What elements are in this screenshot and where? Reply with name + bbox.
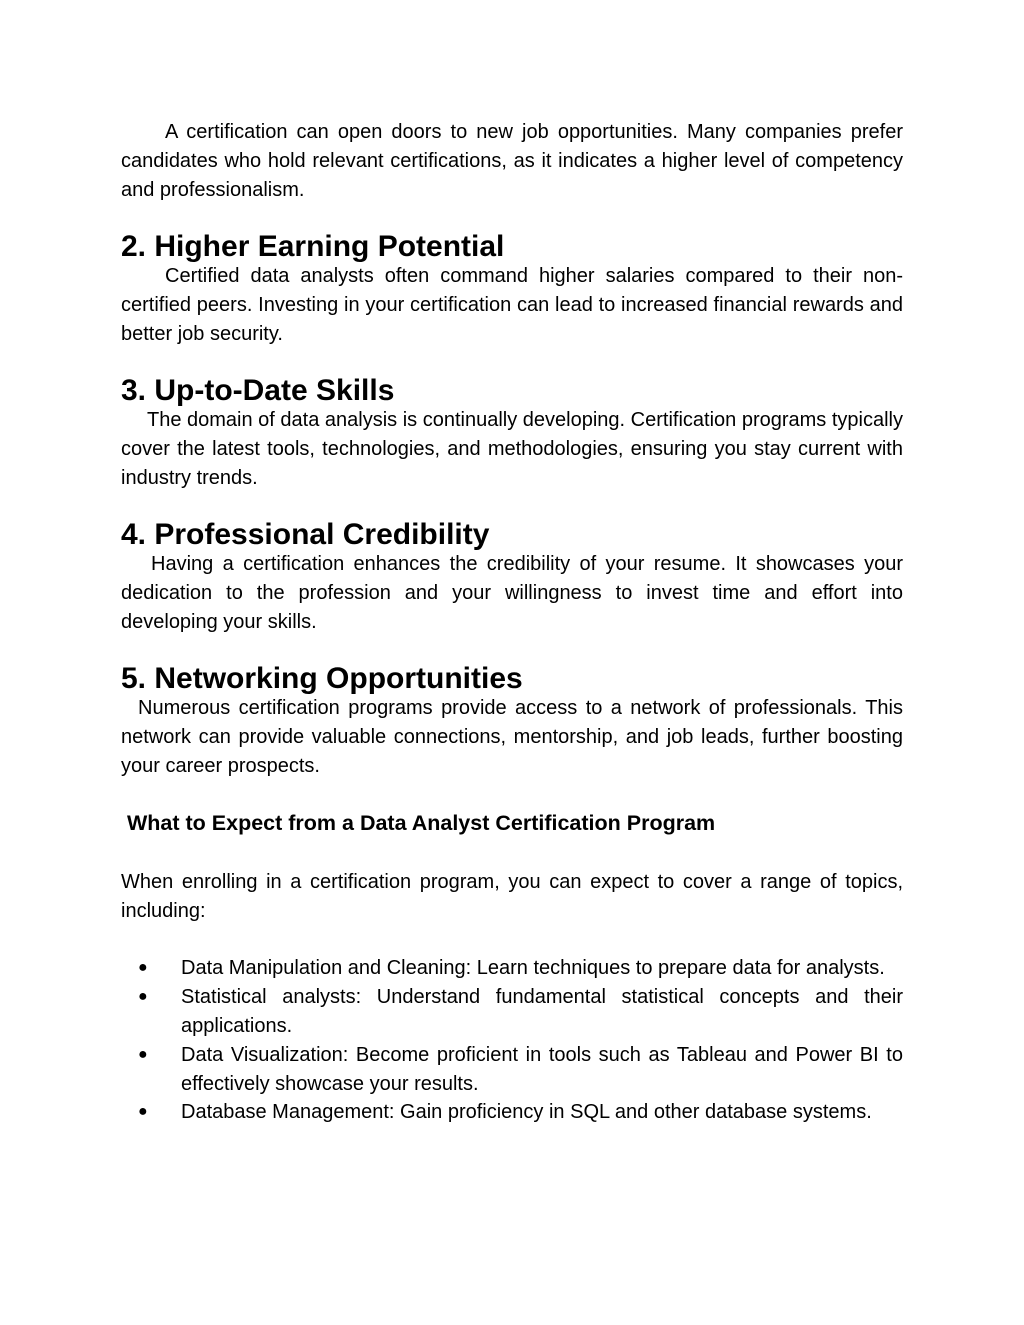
section-heading-credibility: 4. Professional Credibility — [121, 518, 490, 552]
intro-text: A certification can open doors to new job opportunities. Many companies prefer candidates who hold relevant certifications, as it indicates a higher level of competency and professionalism. — [121, 121, 903, 201]
section-body-credibility — [121, 550, 903, 636]
section-body-text: Having a certification enhances the credibility of your resume. It showcases your dedication to the profession and your willingness to invest time and effort into developing your skills. — [121, 552, 903, 633]
bullet-icon: ● — [138, 988, 148, 1006]
topics-list — [121, 954, 903, 1127]
list-item-text: Statistical analysts: Understand fundamental statistical concepts and their applications. — [181, 986, 903, 1037]
section-body-networking — [121, 694, 903, 780]
section-body-text: Certified data analysts often command higher salaries compared to their non-certified peers. Investing in your certification can lead to increased financial rewards and better job security. — [121, 264, 903, 345]
section-body-text: The domain of data analysis is continually developing. Certification programs typically cover the latest tools, technologies, and methodologies, ensuring you stay current with industry trends. — [121, 408, 903, 489]
intro-paragraph — [121, 118, 903, 204]
section-body-skills — [121, 406, 903, 492]
section-heading-skills: 3. Up-to-Date Skills — [121, 374, 395, 408]
list-item-text: Data Visualization: Become proficient in tools such as Tableau and Power BI to effectively showcase your results. — [181, 1043, 903, 1095]
bullet-icon: ● — [138, 959, 148, 977]
section-heading-networking: 5. Networking Opportunities — [121, 662, 523, 696]
expect-section-title: What to Expect from a Data Analyst Certification Program — [127, 811, 716, 836]
list-item — [121, 1098, 903, 1127]
list-item — [121, 954, 903, 983]
expect-intro-paragraph: When enrolling in a certification program, you can expect to cover a range of topics, including: — [121, 870, 903, 922]
section-heading-earning: 2. Higher Earning Potential — [121, 230, 505, 264]
list-item-text: Data Manipulation and Cleaning: Learn techniques to prepare data for analysts. — [181, 957, 885, 980]
section-body-text: Numerous certification programs provide access to a network of professionals. This network can provide valuable connections, mentorship, and job leads, further boosting your career prospects. — [121, 696, 903, 777]
bullet-icon: ● — [138, 1103, 148, 1121]
list-item-text: Database Management: Gain proficiency in SQL and other database systems. — [181, 1101, 872, 1124]
bullet-icon: ● — [138, 1045, 148, 1063]
list-item — [121, 983, 903, 1041]
section-body-earning — [121, 262, 903, 348]
list-item — [121, 1041, 903, 1099]
document-page — [121, 118, 903, 1127]
